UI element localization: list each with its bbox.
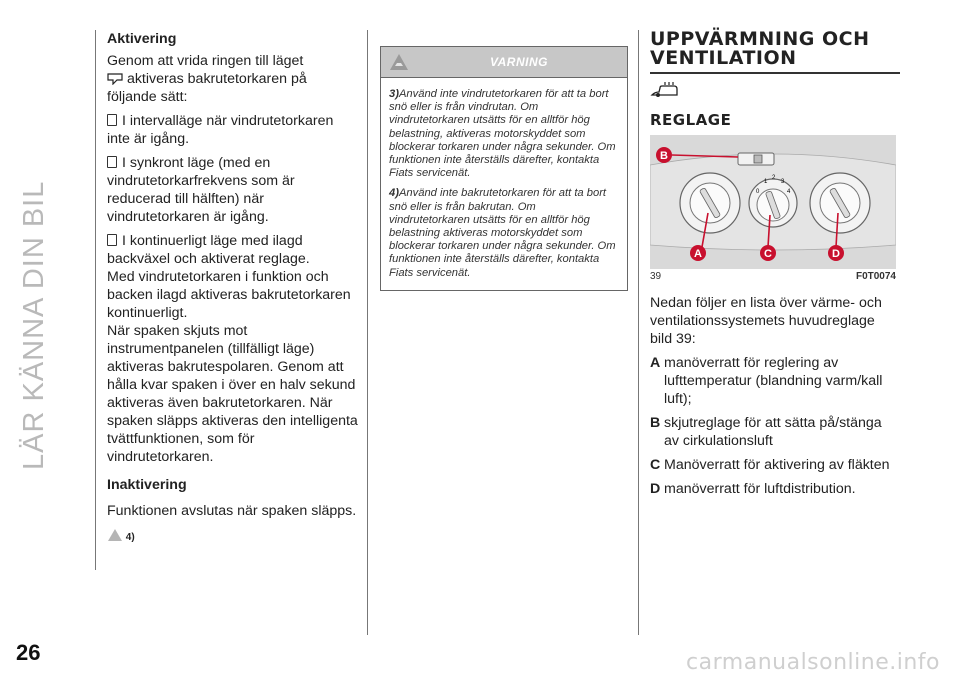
rear-wiper-icon	[107, 73, 123, 85]
dial-number: 0	[756, 189, 760, 195]
warning-triangle-icon	[107, 528, 123, 542]
label-c	[760, 245, 776, 261]
dial-number: 4	[787, 189, 791, 195]
dial-number: 2	[772, 175, 776, 181]
column-divider-right	[638, 30, 639, 635]
heading-activation: Aktivering	[107, 31, 177, 47]
warning-body	[381, 77, 627, 290]
svg-text:D: D	[832, 248, 840, 260]
air-distribution-dial[interactable]	[810, 173, 870, 233]
checkbox-icon	[107, 156, 117, 168]
checkbox-icon	[107, 114, 117, 126]
warning-note: 3)Använd inte vindrutetorkaren för att ta bort snö eller is från vindrutan. Om vindrutetorkaren utsätts för en alltför hög belastning, aktiveras motorskyddet som blockerar torkaren under några sekunder. Om funktionen inte återställs därefter, kontakta Fiats servicenät.	[389, 88, 616, 180]
watermark: carmanualsonline.info	[686, 650, 940, 675]
legend-item: A manöverratt för reglering av lufttemperatur (blandning varm/kall luft);	[650, 355, 883, 407]
car-heating-icon	[650, 82, 680, 98]
list-item: I kontinuerligt läge med ilagd backväxel och aktiverat reglage.	[107, 233, 310, 267]
subheading: REGLAGE	[650, 111, 732, 129]
warning-box	[380, 46, 628, 291]
list-item: I synkront läge (med en vindrutetorkarfrekvens som är reducerad till hälften) när vindrutetorkaren är igång.	[107, 155, 295, 225]
column-divider-left	[95, 30, 96, 570]
legend-item: D manöverratt för luftdistribution.	[650, 481, 856, 497]
svg-text:B: B	[660, 150, 668, 162]
paragraph: När spaken skjuts mot instrumentpanelen (tillfälligt läge) aktiveras bakrutespolaren. Genom att hålla kvar spaken i över en halv sekund aktiveras även bakrutetorkaren. När spaken släpps aktiveras den intelligenta tvättfunktionen, som för vindrutetorkaren.	[107, 323, 358, 465]
climate-control-figure	[650, 135, 896, 269]
svg-text:A: A	[694, 248, 702, 260]
column-wiper-instructions	[107, 30, 359, 553]
heading-deactivation: Inaktivering	[107, 477, 187, 493]
warning-reference: 4)	[107, 528, 359, 547]
controls-description	[650, 294, 900, 498]
figure-code: F0T0074	[855, 271, 896, 282]
page-number: 26	[16, 640, 41, 665]
figure-caption	[650, 271, 896, 282]
heading-rule	[650, 72, 900, 74]
climate-control-illustration	[650, 135, 896, 269]
temperature-dial[interactable]	[680, 173, 740, 233]
label-d	[828, 245, 844, 261]
paragraph: Med vindrutetorkaren i funktion och backen ilagd aktiveras bakrutetorkaren kontinuerligt.	[107, 269, 351, 321]
paragraph: Funktionen avslutas när spaken släpps.	[107, 503, 357, 519]
figure-number: 39	[650, 271, 662, 282]
dial-number: 1	[764, 179, 768, 185]
checkbox-icon	[107, 234, 117, 246]
warning-note: 4)Använd inte bakrutetorkaren för att ta bort snö eller is från bakrutan. Om vindrutetorkaren utsätts för en alltför hög belastning aktiveras motorskyddet som blockerar torkaren under några sekunder. Om funktionen inte återställs därefter, kontakta Fiats servicenät.	[389, 187, 616, 279]
svg-text:C: C	[764, 248, 772, 260]
column-divider-middle	[367, 30, 368, 635]
column-heating-ventilation	[650, 30, 900, 504]
label-b	[656, 147, 672, 163]
intro-paragraph: Genom att vrida ringen till läget aktiveras bakrutetorkaren på följande sätt:	[107, 53, 307, 105]
dial-number: 3	[781, 179, 785, 185]
list-item: I intervalläge när vindrutetorkaren inte är igång.	[107, 113, 334, 147]
legend-item: B skjutreglage för att sätta på/stänga av cirkulationsluft	[650, 415, 882, 449]
paragraph: Nedan följer en lista över värme- och ventilationssystemets huvudreglage bild 39:	[650, 295, 882, 347]
legend-item: C Manöverratt för aktivering av fläkten	[650, 457, 890, 473]
warning-header	[381, 47, 627, 77]
section-heading: UPPVÄRMNING OCH VENTILATION	[650, 28, 870, 69]
warning-title: VARNING	[490, 55, 548, 69]
side-section-title: LÄR KÄNNA DIN BIL	[18, 180, 50, 470]
label-a	[690, 245, 706, 261]
